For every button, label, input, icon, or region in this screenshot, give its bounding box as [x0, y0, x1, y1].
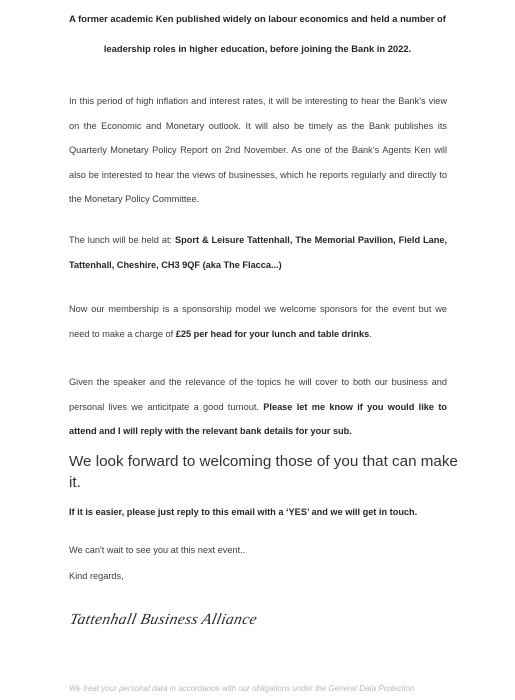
closing-line: We can't wait to see you at this next event.. — [69, 545, 246, 555]
reply-instruction: If it is easier, please just reply to this email with a ‘YES’ and we will get in touch. — [69, 507, 418, 517]
speaker-intro: A former academic Ken published widely on labour economics and held a number of leadership roles in higher education, before joining the Bank in 2022. — [69, 13, 446, 54]
turnout-text: Given the speaker and the relevance of the topics he will cover to both our business and personal lives we anticitpate a good turnout. — [69, 377, 447, 412]
attendance-request: Please let me know if you would like to attend and I will reply with the relevant bank details for your sub. — [69, 401, 448, 436]
welcome-heading: We look forward to welcoming those of you that can make it. — [69, 453, 458, 491]
sponsorship-text: Now our membership is a sponsorship model we welcome sponsors for the event but we need to make a charge of — [69, 304, 447, 339]
venue-prefix: The lunch will be held at: — [69, 235, 176, 245]
sponsorship-paragraph — [69, 297, 447, 346]
turnout-paragraph — [69, 370, 447, 444]
sponsorship-end: . — [369, 328, 372, 339]
venue-paragraph — [69, 228, 447, 277]
venue-address: Sport & Leisure Tattenhall, The Memorial Pavilion, Field Lane, Tattenhall, Cheshire, CH3 9QF (aka The Flacca...) — [69, 235, 447, 270]
privacy-footer: We treat your personal data in accordance with our obligations under the General Data Protection — [69, 684, 415, 693]
signature-logo: Tattenhall Business Alliance — [68, 611, 259, 628]
outlook-paragraph: In this period of high inflation and interest rates, it will be interesting to hear the Bank’s view on the Economic and Monetary outlook. It will also be timely as the Bank publishes its Quarterly Monetary Policy Report on 2nd November. As one of the Bank’s Agents Ken will also be interested to hear the views of businesses, which he reports regularly and directly to the Monetary Policy Committee. — [69, 96, 447, 204]
charge-amount: £25 per head for your lunch and table drinks — [175, 328, 370, 339]
regards-line: Kind regards, — [69, 571, 124, 581]
